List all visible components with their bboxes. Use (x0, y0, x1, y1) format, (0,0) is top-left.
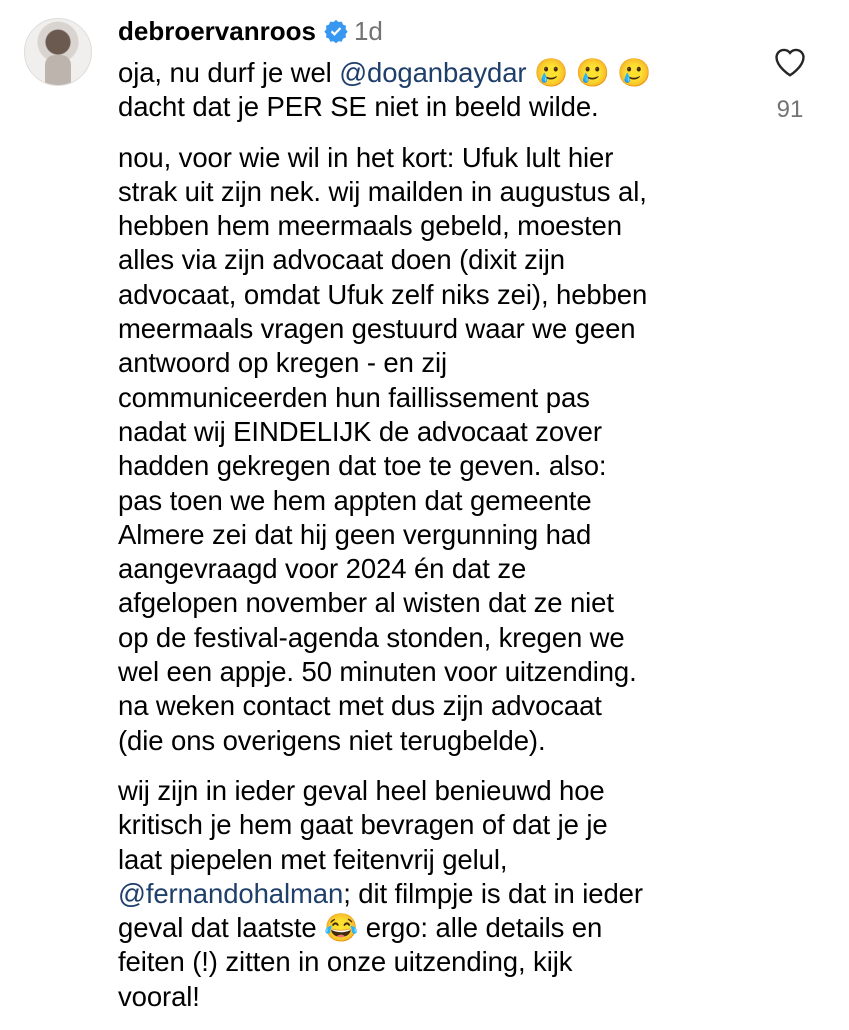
username-link[interactable]: debroervanroos (118, 16, 316, 46)
comment-line (118, 689, 652, 723)
comment-line (118, 808, 652, 842)
comment-line (118, 484, 652, 518)
comment-line (118, 449, 652, 483)
timestamp: 1d (353, 16, 383, 46)
comment-text-segment: aangevraagd voor 2024 én dat ze (118, 553, 527, 585)
comment-text-segment: communiceerden hun faillissement pas (118, 381, 590, 413)
comment-line (118, 56, 652, 90)
comment-text-segment: wij zijn in ieder geval heel benieuwd hoe (118, 774, 605, 806)
comment-text-segment: oja, nu durf je wel (118, 57, 340, 88)
comment-line (118, 141, 652, 175)
comment-line (118, 586, 652, 620)
verified-badge-icon (324, 19, 348, 43)
comment-text-segment: meermaals vragen gestuurd waar we geen (118, 313, 636, 345)
comment-line (118, 621, 652, 655)
comment-line (118, 518, 652, 552)
comment-text-segment: ; dit filmpje is dat in ieder (343, 877, 643, 909)
comment-line (118, 774, 652, 808)
comment-line (118, 278, 652, 312)
like-button[interactable] (770, 44, 810, 83)
comment-line (118, 724, 652, 758)
comment-text-segment: afgelopen november al wisten dat ze niet (118, 587, 614, 619)
comment-line (118, 175, 652, 209)
comment-text-segment: geval dat laatste 😂 ergo: alle details en (118, 912, 603, 944)
comment-line (118, 980, 652, 1014)
comment-text (118, 56, 652, 1030)
comment-line (118, 843, 652, 877)
comment-text-segment: pas toen we hem appten dat gemeente (118, 484, 592, 516)
comment-text-segment: alles via zijn advocaat doen (dixit zijn (118, 244, 565, 276)
comment-text-segment: antwoord op kregen - en zij (118, 347, 448, 379)
comment-text-segment: wel een appje. 50 minuten voor uitzending. (118, 656, 637, 688)
comment-line (118, 209, 652, 243)
comment-text-segment: strak uit zijn nek. wij mailden in augustus al, (118, 175, 647, 207)
comment-line (118, 911, 652, 945)
comment-paragraph (118, 774, 652, 1014)
comment-text-segment: hadden gekregen dat toe te geven. also: (118, 450, 607, 482)
comment-line (118, 346, 652, 380)
comment-text-segment: na weken contact met dus zijn advocaat (118, 690, 602, 722)
comment-paragraph (118, 141, 652, 758)
comment-text-segment: Almere zei dat hij geen vergunning had (118, 518, 592, 550)
comment-paragraph (118, 56, 652, 125)
comment-text-segment: dacht dat je PER SE niet in beeld wilde. (118, 91, 599, 123)
avatar[interactable] (24, 18, 92, 86)
comment-text-segment: (die ons overigens niet terugbelde). (118, 724, 546, 756)
comment-line (118, 312, 652, 346)
comment-text-segment: hebben hem meermaals gebeld, moesten (118, 210, 622, 242)
comment-line (118, 945, 652, 979)
mention-link[interactable]: @doganbaydar (339, 57, 527, 88)
comment-text-segment: nadat wij EINDELIJK de advocaat zover (118, 415, 602, 447)
comment-line (118, 655, 652, 689)
comment-text-segment: 🥲 🥲 🥲 (526, 57, 652, 88)
comment-line (118, 90, 652, 124)
comment-text-segment: advocaat, omdat Ufuk zelf niks zei), hebben (118, 278, 648, 310)
comment-text-segment: kritisch je hem gaat bevragen of dat je je (118, 809, 608, 841)
comment-text-segment: laat piepelen met feitenvrij gelul, (118, 843, 508, 875)
comment-line (118, 552, 652, 586)
like-count: 91 (776, 96, 804, 123)
comment-text-segment: feiten (!) zitten in onze uitzending, kijk (118, 946, 573, 978)
comment-text-segment: nou, voor wie wil in het kort: Ufuk lult hier (118, 141, 614, 173)
comment-line (118, 415, 652, 449)
comment-line (118, 243, 652, 277)
heart-outline-icon (772, 44, 808, 78)
comment-line (118, 381, 652, 415)
comment-text-segment: vooral! (118, 980, 200, 1012)
mention-link[interactable]: @fernandohalman (118, 877, 344, 909)
comment-line (118, 877, 652, 911)
comment-text-segment: op de festival-agenda stonden, kregen we (118, 621, 625, 653)
comment-header (118, 14, 383, 48)
